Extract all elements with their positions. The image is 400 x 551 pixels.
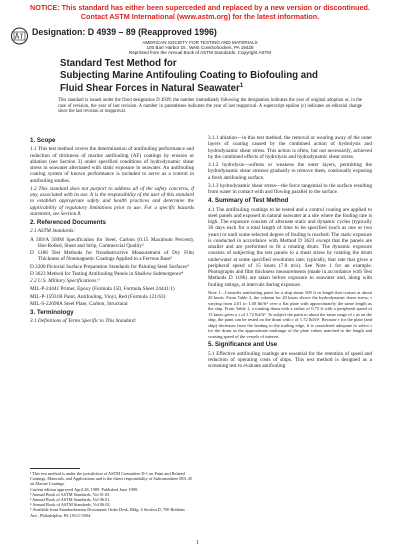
definition-shear-stress: 3.1.3 hydrodynamic shear stress—the force tangential to the surface resulting from water in contact with and flowing parallel to the surface. [208,182,372,195]
astm-standards-subheading: 2.1 ASTM Standards: [30,228,76,235]
title-line-1: Standard Test Method for [60,58,177,69]
military-spec-item: MIL-P-15931B Paint, Antifouling, Vinyl, Red (Formula 121/63) [30,293,166,300]
definition-hydrolysis: 3.1.2 hydrolysis—softens or weakens the outer layers, permitting the hydrodynamic shear stresses gradually to remove them, continually exposing a fresh antifouling surface. [208,162,372,181]
notice-line-2: Contact ASTM International (www.astm.org) for the latest information. [80,11,320,21]
footnote: ² Annual Book of ASTM Standards, Vol 01.03. [30,491,111,497]
reference-item: D 1186 Test Methods for Nondestructive Measurement of Dry Film Thickness of Nonmagnetic Coatings Applied to a Ferrous Base³ [30,250,194,263]
footnote: ⁵ Available from Standardization Documents Order Desk, Bldg. 4 Section D, 700 Robbins Ave., Philadelphia, PA 19111-5094. [30,507,185,518]
page-number: 1 [196,540,199,546]
section-3-heading: 3. Terminology [30,309,74,316]
footnote: ¹ This test method is under the jurisdiction of ASTM Committee D-1 on Paint and Related Coatings, Materials, and Applications and is the direct responsibility of Subcommittee D01.45 on Marine Coatings. [30,471,193,487]
section-5-heading: 5. Significance and Use [208,341,278,349]
reference-item: D 3623 Method for Testing Antifouling Panels in Shallow Submergence⁴ [30,270,184,277]
notice-line-1: NOTICE: This standard has either been superceded and replaced by a new version or discontinued. [30,3,370,12]
scope-paragraph-1: 1.1 This test method covers the determination of antifouling performance and reduction of thickness of marine antifouling (AF) coatings by erosion or ablation (see Section 3) under specified conditions of hydrodynamic shear stress in seawater alternated with static exposure in seawater. An antifouling coating system of known performance is included to serve as a control in antifouling studies. [30,146,194,184]
document-title [60,58,360,95]
issued-note: This standard is issued under the fixed designation D 4939; the number immediately following the designation indicates the year of original adoption or, in the case of revision, the year of last revision. A number in parentheses indicates the year of last reapproval. A superscript epsilon (ε) indicates an editorial change since the last revision or reapproval. [58,98,362,115]
section-1-heading: 1. Scope [30,137,56,144]
reference-item: A 569/A 569M Specification for Steel, Carbon (0.15 Maximum Percent), Hot-Rolled, Sheet and Strip, Commercial Quality² [30,236,194,249]
title-line-2: Subjecting Marine Antifouling Coating to Biofouling and [60,69,318,81]
footnote: Current edition approved April 28, 1989. Published June 1989. [30,486,139,492]
title-line-3: Fluid Shear Forces in Natural Seawater$^1$ [60,83,244,95]
footnotes [30,468,194,518]
footnote-rule [30,468,80,469]
supersession-notice [0,4,400,21]
note-1: Note 1—Consider antifouling paint for a ship about 500 ft in length that cruises at about 20 knots. From Table 2, the column for 20 knots shows the hydrodynamic shear stress, τ varying from 2.01 to 1.40 lbf/ft² over a flat plate with approximately the same length as the ship. From Table 1, a rotating drum with a radius of 0.75 ft with a peripheral speed of 15 knots gives a τ of 1.72 lbf/ft². To subject the paint to about the same range of τ as on the ship, the paint can be tested on the drum with τ of 1.72 lbf/ft². Because τ for the plate (and ship) decreases from the leading to the trailing edge, it is considered adequate to select τ for the drum as the approximate midrange of the plate values matched to the length and cruising speed of the vessels of interest. [208,289,372,339]
definition-ablation: 3.1.1 ablation—in this test method, the removal or wearing away of the outer layers of coating caused by the combined action of hydrolysis and hydrodynamic shear stress. This action is often, but not necessarily, achieved by the combined effects of hydrolysis and hydrodynamic shear stress. [208,135,372,160]
summary-paragraph: 4.1 The antifouling coatings to be tested and a control coating are applied to steel panels and exposed in natural seawater at a site where the fouling rate is high. The exposure consists of alternate static and dynamic cycles (typically 30 days each for a total length of time to be specified (such as one or two years) or until some selected degree of fouling is reached. The static exposure is conducted in accordance with Method D 3623 except that the panels are smaller and are preformed to fit a rotating drum. The dynamic exposure consists of subjecting the test panels to a shear stress by rotating the drum underwater at some specified revolution rate; typically, that rate that gives a peripheral speed of 15 knots (7.6 m/s). See Note 1 for an example. Photographs and film thickness measurements (made in accordance with Test Methods D 1186) are taken before exposure to seawater and, along with fouling ratings, at intervals during exposure. [208,206,372,288]
significance-paragraph: 5.1 Effective antifouling coatings are essential for the retention of speed and reduction of operating costs of ships. This test method is designed as a screening test to evaluate antifouling [208,350,372,369]
designation: Designation: D 4939 – 89 (Reapproved 1996) [32,27,217,37]
right-column [208,135,372,371]
section-4-heading: 4. Summary of Test Method [208,197,289,205]
society-header [0,40,400,56]
society-name: AMERICAN SOCIETY FOR TESTING AND MATERIALS [142,40,258,45]
society-address: 100 Barr Harbor Dr., West Conshohocken, PA 19428 [146,45,254,51]
society-reprint: Reprinted from the Annual Book of ASTM Standards. Copyright ASTM [128,50,272,56]
definitions-subheading: 3.1 Definitions of Terms Specific to This Standard: [30,318,137,325]
military-specs-subheading: 2.2 U.S. Military Specifications:⁵ [30,278,100,284]
reference-item: D 2200 Pictorial Surface Preparation Standards for Painting Steel Surfaces⁴ [30,263,189,270]
military-spec-item: MIL-S-22698A Steel Plate, Carbon, Structural [30,300,128,307]
scope-paragraph-2: 1.2 This standard does not purport to address all of the safety concerns, if any, associated with its use. It is the responsibility of the user of this standard to establish appropriate safety and health practices and determine the applicability of regulatory limitations prior to use. For a specific hazards statement, see Section 8. [30,185,194,217]
footnote: ⁴ Annual Book of ASTM Standards, Vol 06.02. [30,502,111,508]
footnote: ³ Annual Book of ASTM Standards, Vol 06.01. [30,497,111,503]
section-2-heading: 2. Referenced Documents [30,219,106,226]
military-spec-item: MIL-P-24441 Primer, Epoxy (Formula 150, Formula Sheet 24441/1) [30,286,175,293]
left-column [30,135,194,327]
